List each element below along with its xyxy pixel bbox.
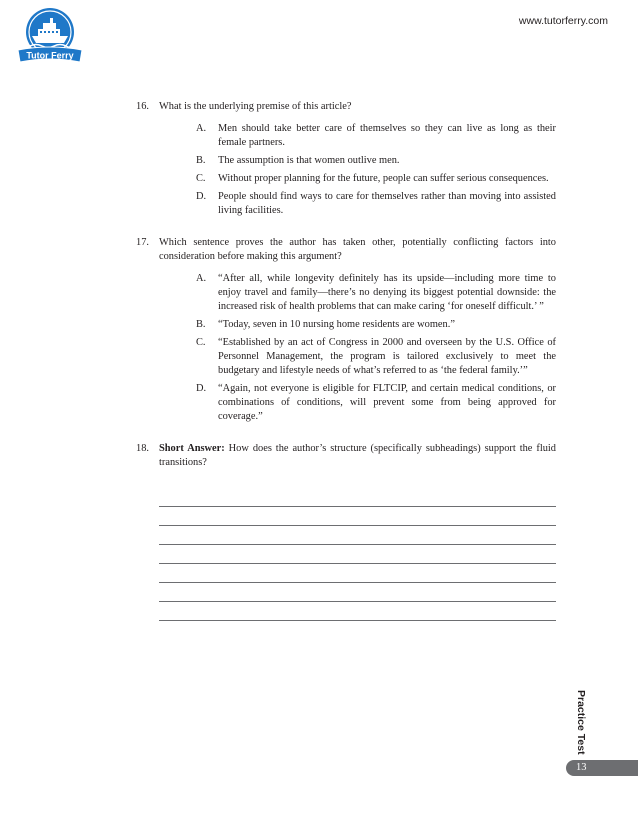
- page-number-tab: [566, 760, 638, 776]
- option-text: People should find ways to care for themselves rather than moving into assisted living facilities.: [218, 191, 556, 216]
- option-letter: B.: [196, 319, 206, 330]
- option-letter: B.: [196, 155, 206, 166]
- answer-line[interactable]: [159, 526, 556, 545]
- short-answer-prompt: How does the author’s structure (specifically subheadings) support the fluid transitions?: [159, 443, 556, 468]
- page-number: 13: [576, 762, 587, 773]
- option-text: “After all, while longevity definitely has its upside—including more time to enjoy travel and family—there’s no denying its biggest potential downside: the increased risk of health problems that can make caring ‘for oneself difficult.’ ”: [218, 273, 556, 312]
- question-text: What is the underlying premise of this article?: [159, 101, 352, 112]
- option-text: Men should take better care of themselves so they can live as long as their female partners.: [218, 123, 556, 148]
- site-url[interactable]: www.tutorferry.com: [518, 15, 608, 27]
- answer-line[interactable]: [159, 507, 556, 526]
- option-text: “Again, not everyone is eligible for FLTCIP, and certain medical conditions, or combinations of conditions, will prevent some from being approved for coverage.”: [218, 383, 556, 422]
- question-17: [136, 236, 556, 424]
- answer-line[interactable]: [159, 545, 556, 564]
- question-number: 16.: [136, 101, 149, 112]
- option-c: [159, 172, 556, 186]
- answer-line[interactable]: [159, 564, 556, 583]
- option-letter: C.: [196, 173, 206, 184]
- question-18: [136, 442, 556, 470]
- option-d: [159, 190, 556, 218]
- answer-options: [159, 272, 556, 424]
- answer-options: [159, 122, 556, 218]
- answer-line[interactable]: [159, 583, 556, 602]
- option-b: [159, 318, 556, 332]
- question-number: 17.: [136, 237, 149, 248]
- option-letter: A.: [196, 123, 207, 134]
- option-letter: D.: [196, 191, 207, 202]
- question-text: [159, 442, 556, 470]
- ship-logo-icon: [14, 6, 86, 68]
- option-text: “Today, seven in 10 nursing home residents are women.”: [218, 319, 455, 330]
- answer-line[interactable]: [159, 602, 556, 621]
- option-letter: A.: [196, 273, 207, 284]
- question-16: [136, 100, 556, 218]
- answer-lines[interactable]: [136, 488, 556, 621]
- option-letter: D.: [196, 383, 207, 394]
- option-text: Without proper planning for the future, people can suffer serious consequences.: [218, 173, 549, 184]
- option-text: “Established by an act of Congress in 2000 and overseen by the U.S. Office of Personnel Management, the program is tailored exclusively to meet the budgetary and lifestyle needs of what’s referred to as ‘the federal family.’”: [218, 337, 556, 376]
- option-text: The assumption is that women outlive men.: [218, 155, 400, 166]
- tutor-ferry-logo: [14, 6, 86, 68]
- question-text: Which sentence proves the author has taken other, potentially conflicting factors into consideration before making this argument?: [159, 237, 556, 262]
- question-number: 18.: [136, 443, 149, 454]
- section-label: Practice Test: [575, 690, 587, 755]
- option-a: [159, 122, 556, 150]
- option-letter: C.: [196, 337, 206, 348]
- option-b: [159, 154, 556, 168]
- answer-line[interactable]: [159, 488, 556, 507]
- option-c: [159, 336, 556, 378]
- short-answer-label: Short Answer:: [159, 443, 225, 454]
- logo-text: Tutor Ferry: [26, 50, 74, 61]
- option-d: [159, 382, 556, 424]
- option-a: [159, 272, 556, 314]
- question-list: [136, 100, 556, 621]
